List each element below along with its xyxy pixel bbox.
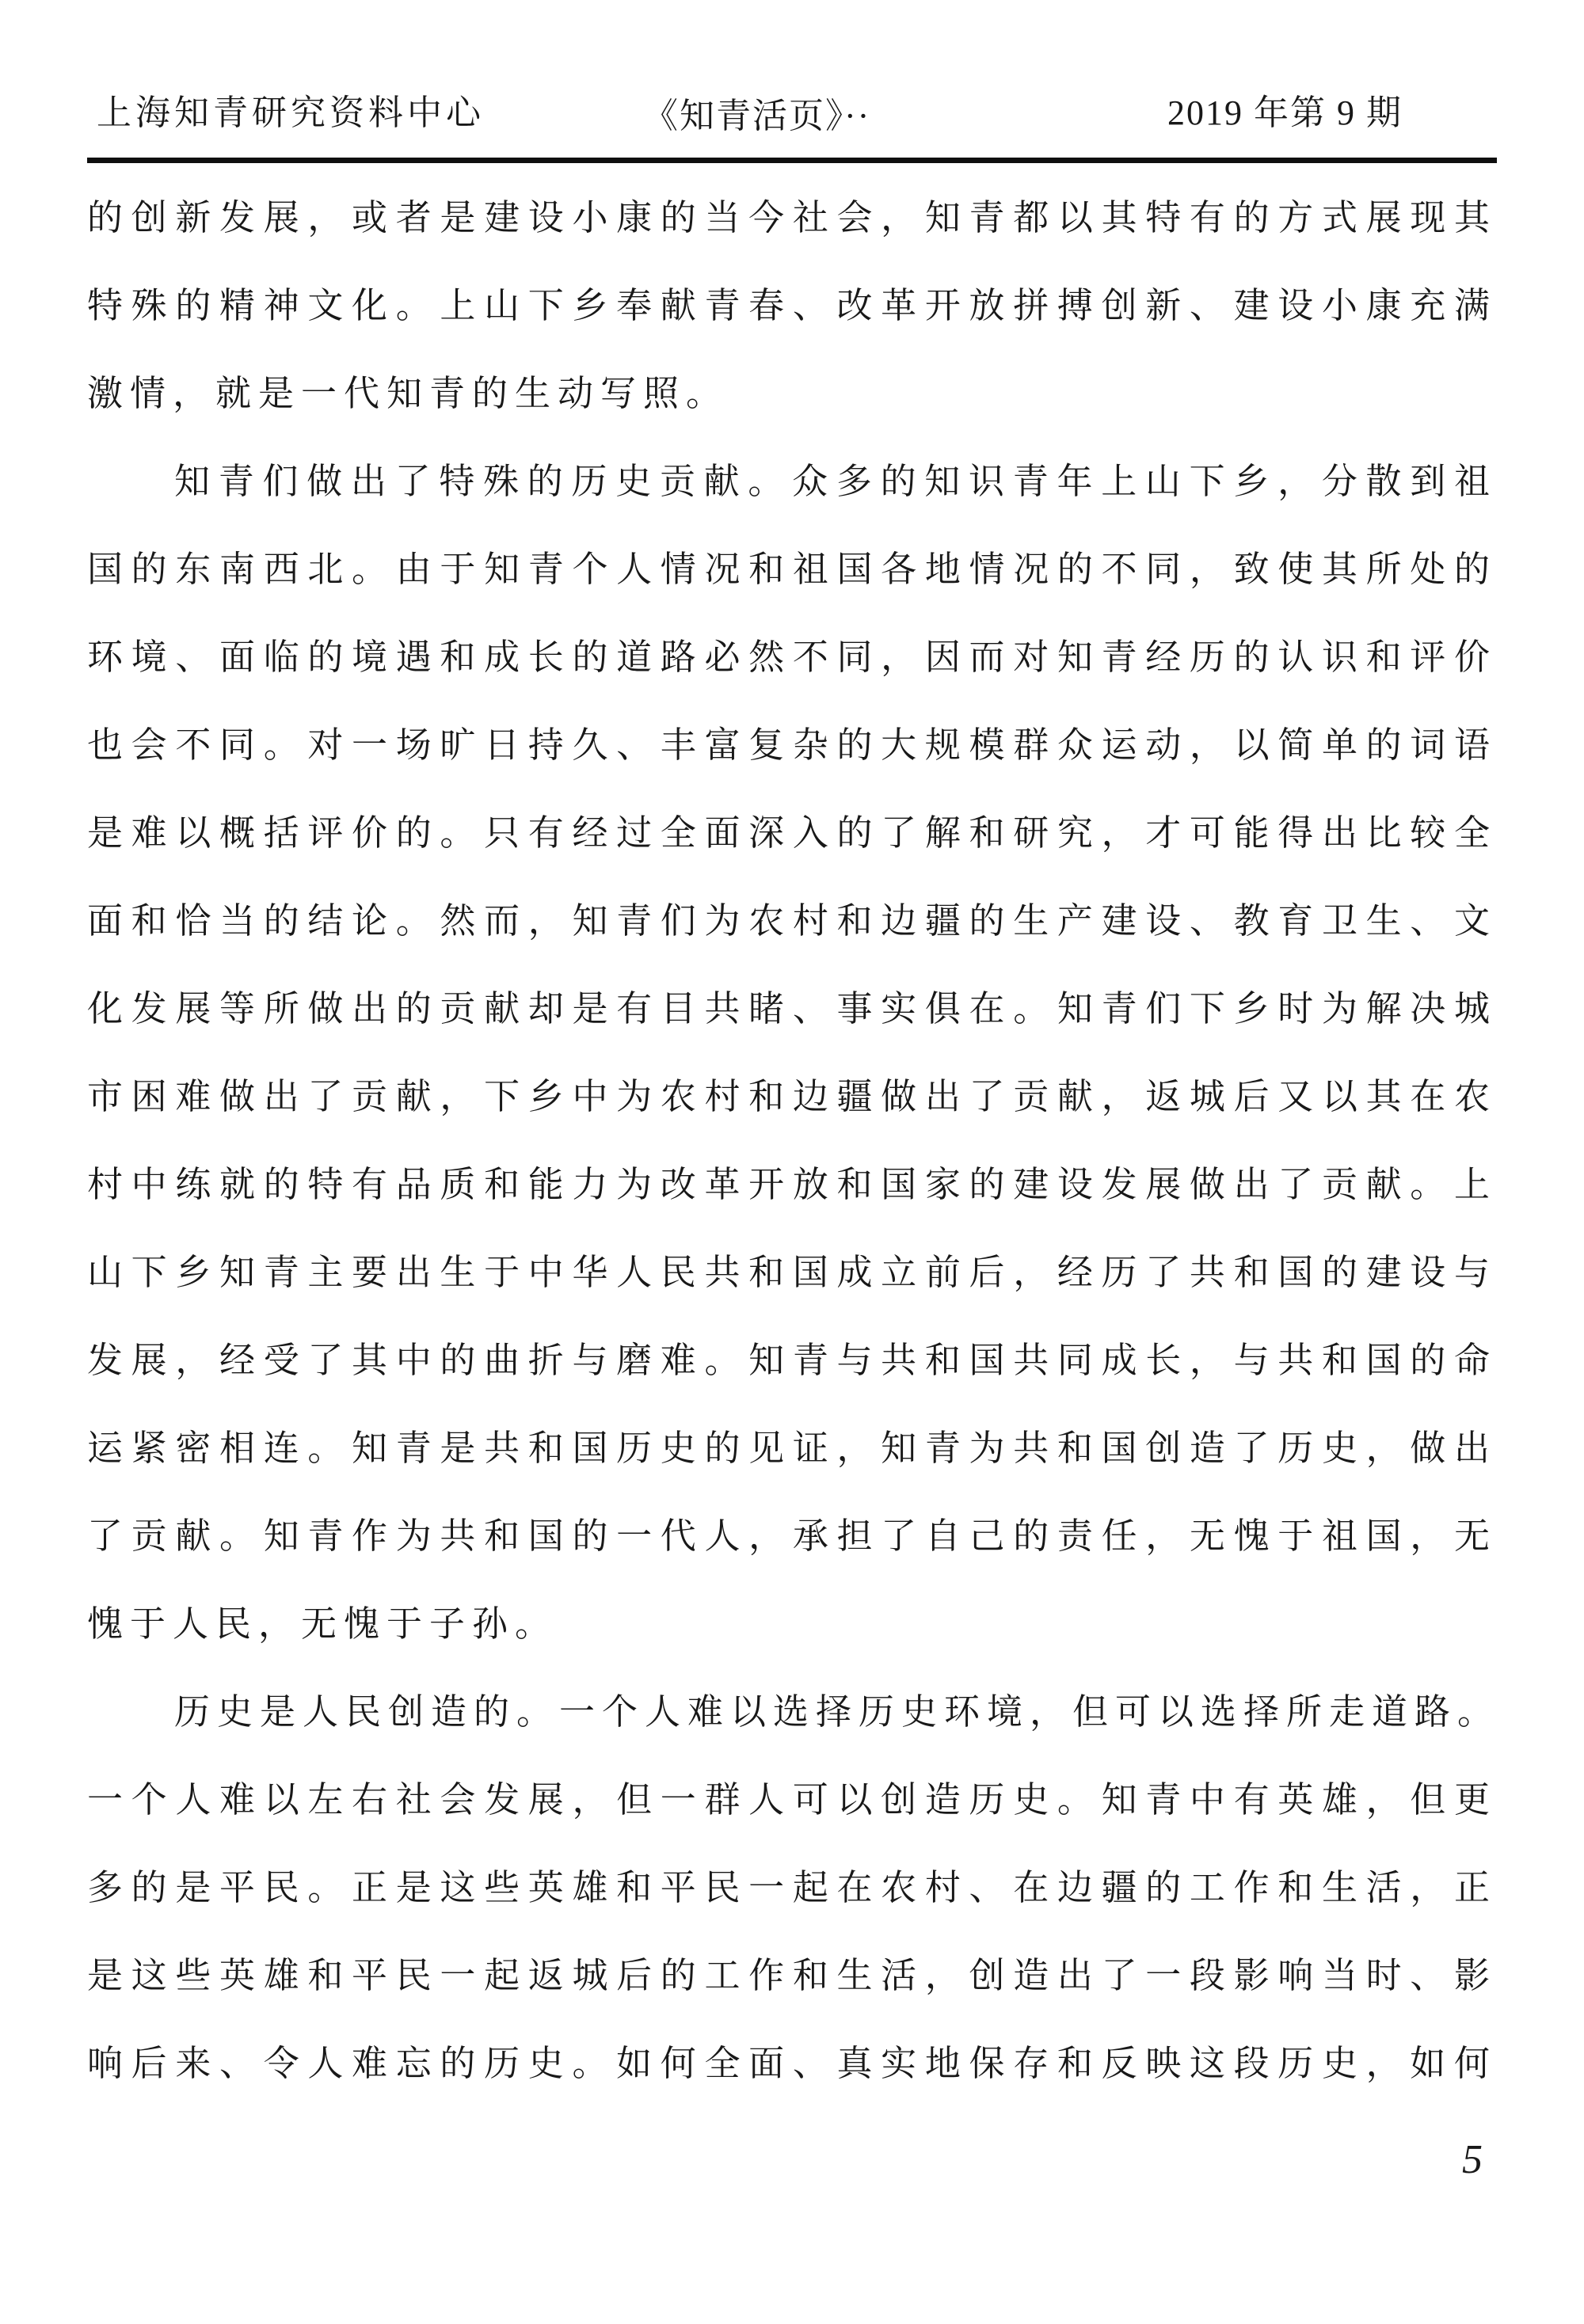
- body-line: 是难以概括评价的。只有经过全面深入的了解和研究，才可能得出比较全: [87, 813, 1497, 853]
- body-line: 多的是平民。正是这些英雄和平民一起在农村、在边疆的工作和生活，正: [87, 1868, 1497, 1908]
- body-line: 一个人难以左右社会发展，但一群人可以创造历史。知青中有英雄，但更: [87, 1780, 1497, 1820]
- body-line: 国的东南西北。由于知青个人情况和祖国各地情况的不同，致使其所处的: [87, 550, 1497, 589]
- body-line: 特殊的精神文化。上山下乡奉献青春、改革开放拼搏创新、建设小康充满: [87, 286, 1497, 325]
- body-line: 发展，经受了其中的曲折与磨难。知青与共和国共同成长，与共和国的命: [87, 1341, 1497, 1380]
- body-line: 激情，就是一代知青的生动写照。: [87, 374, 729, 413]
- body-line: 运紧密相连。知青是共和国历史的见证，知青为共和国创造了历史，做出: [87, 1428, 1497, 1468]
- body-line: 化发展等所做出的贡献却是有目共睹、事实俱在。知青们下乡时为解决城: [87, 989, 1497, 1029]
- body-text: [87, 174, 1497, 2108]
- body-line: 面和恰当的结论。然而，知青们为农村和边疆的生产建设、教育卫生、文: [87, 901, 1497, 941]
- header-issue-label: 2019 年第 9 期: [1167, 93, 1403, 132]
- body-line: 响后来、令人难忘的历史。如何全面、真实地保存和反映这段历史，如何: [87, 2044, 1497, 2083]
- body-line: 市困难做出了贡献，下乡中为农村和边疆做出了贡献，返城后又以其在农: [87, 1077, 1497, 1116]
- body-line: 山下乡知青主要出生于中华人民共和国成立前后，经历了共和国的建设与: [87, 1253, 1497, 1292]
- body-line: 愧于人民，无愧于子孙。: [87, 1604, 558, 1644]
- header-rule: [87, 158, 1497, 163]
- body-line: 也会不同。对一场旷日持久、丰富复杂的大规模群众运动，以简单的词语: [87, 725, 1497, 765]
- body-line: 村中练就的特有品质和能力为改革开放和国家的建设发展做出了贡献。上: [87, 1165, 1497, 1204]
- body-line: 知青们做出了特殊的历史贡献。众多的知识青年上山下乡，分散到祖: [174, 462, 1497, 501]
- body-line: 的创新发展，或者是建设小康的当今社会，知青都以其特有的方式展现其: [87, 198, 1497, 238]
- page-number: 5: [1462, 2137, 1483, 2182]
- body-line: 环境、面临的境遇和成长的道路必然不同，因而对知青经历的认识和评价: [87, 637, 1497, 677]
- body-line: 了贡献。知青作为共和国的一代人，承担了自己的责任，无愧于祖国，无: [87, 1516, 1497, 1556]
- header-journal-title: 《知青活页》··: [643, 97, 871, 135]
- header-organization: 上海知青研究资料中心: [97, 93, 485, 132]
- body-line: 是这些英雄和平民一起返城后的工作和生活，创造出了一段影响当时、影: [87, 1956, 1497, 1995]
- body-line: 历史是人民创造的。一个人难以选择历史环境，但可以选择所走道路。: [174, 1692, 1497, 1732]
